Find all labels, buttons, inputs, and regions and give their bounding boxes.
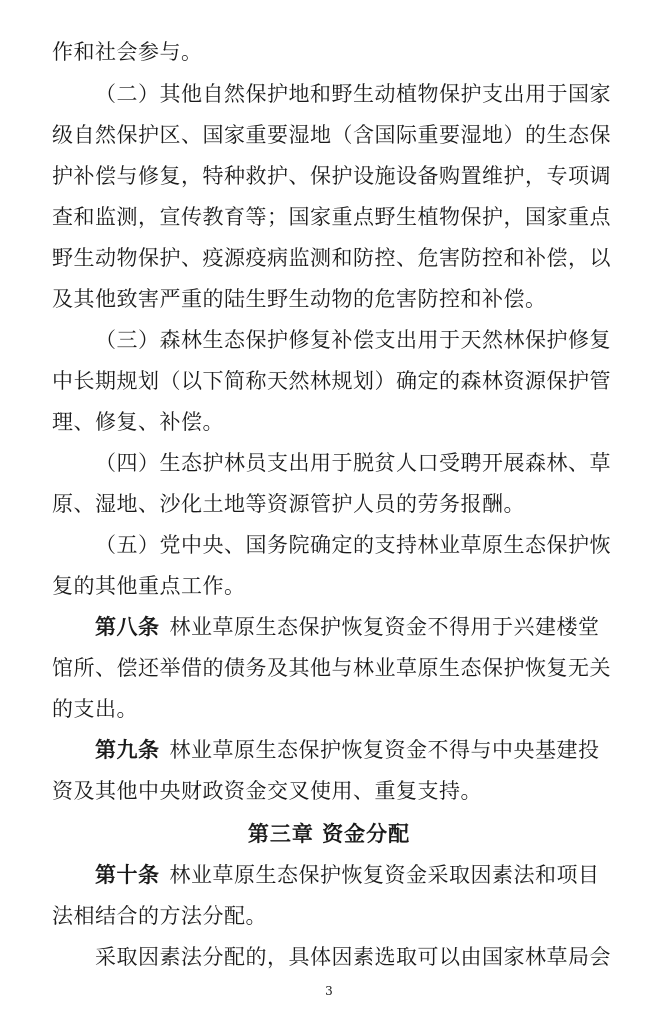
paragraph-line: 资及其他中央财政资金交叉使用、重复支持。 (52, 779, 482, 803)
paragraph-line: （二）其他自然保护地和野生动植物保护支出用于国家 (95, 82, 611, 106)
paragraph-line: 护补偿与修复，特种救护、保护设施设备购置维护，专项调 (52, 164, 611, 188)
last-paragraph-line: 采取因素法分配的，具体因素选取可以由国家林草局会 (95, 945, 611, 969)
article-8-line (95, 613, 615, 641)
paragraph-line: 中长期规划（以下简称天然林规划）确定的森林资源保护管 (52, 369, 611, 393)
paragraph-line: 级自然保护区、国家重要湿地（含国际重要湿地）的生态保 (52, 123, 611, 147)
paragraph-line: 查和监测，宣传教育等；国家重点野生植物保护，国家重点 (52, 205, 611, 229)
paragraph-line: （五）党中央、国务院确定的支持林业草原生态保护恢 (95, 533, 611, 557)
paragraph-line: （四）生态护林员支出用于脱贫人口受聘开展森林、草 (95, 451, 611, 475)
paragraph-line: 的支出。 (52, 697, 138, 721)
article-8-label: 第八条 (95, 615, 160, 639)
paragraph-line: （三）森林生态保护修复补偿支出用于天然林保护修复 (95, 328, 611, 352)
article-10-line (95, 861, 615, 889)
article-9-text: 林业草原生态保护恢复资金不得与中央基建投 (169, 738, 600, 762)
article-10-text: 林业草原生态保护恢复资金采取因素法和项目 (169, 863, 600, 887)
chapter-heading: 第三章 资金分配 (247, 822, 411, 846)
paragraph-line: 及其他致害严重的陆生野生动物的危害防控和补偿。 (52, 287, 547, 311)
paragraph-line: 馆所、偿还举借的债务及其他与林业草原生态保护恢复无关 (52, 656, 611, 680)
article-9-label: 第九条 (95, 738, 160, 762)
paragraph-line: 原、湿地、沙化土地等资源管护人员的劳务报酬。 (52, 492, 525, 516)
article-8-text: 林业草原生态保护恢复资金不得用于兴建楼堂 (169, 615, 600, 639)
paragraph-line: 野生动物保护、疫源疫病监测和防控、危害防控和补偿，以 (52, 246, 611, 270)
paragraph-line: 法相结合的方法分配。 (52, 904, 267, 928)
page-number: 3 (325, 984, 333, 998)
paragraph-line: 复的其他重点工作。 (52, 574, 246, 598)
paragraph-line: 作和社会参与。 (52, 40, 203, 64)
paragraph-line: 理、修复、补偿。 (52, 410, 224, 434)
article-9-line (95, 736, 615, 764)
article-10-label: 第十条 (95, 863, 160, 887)
